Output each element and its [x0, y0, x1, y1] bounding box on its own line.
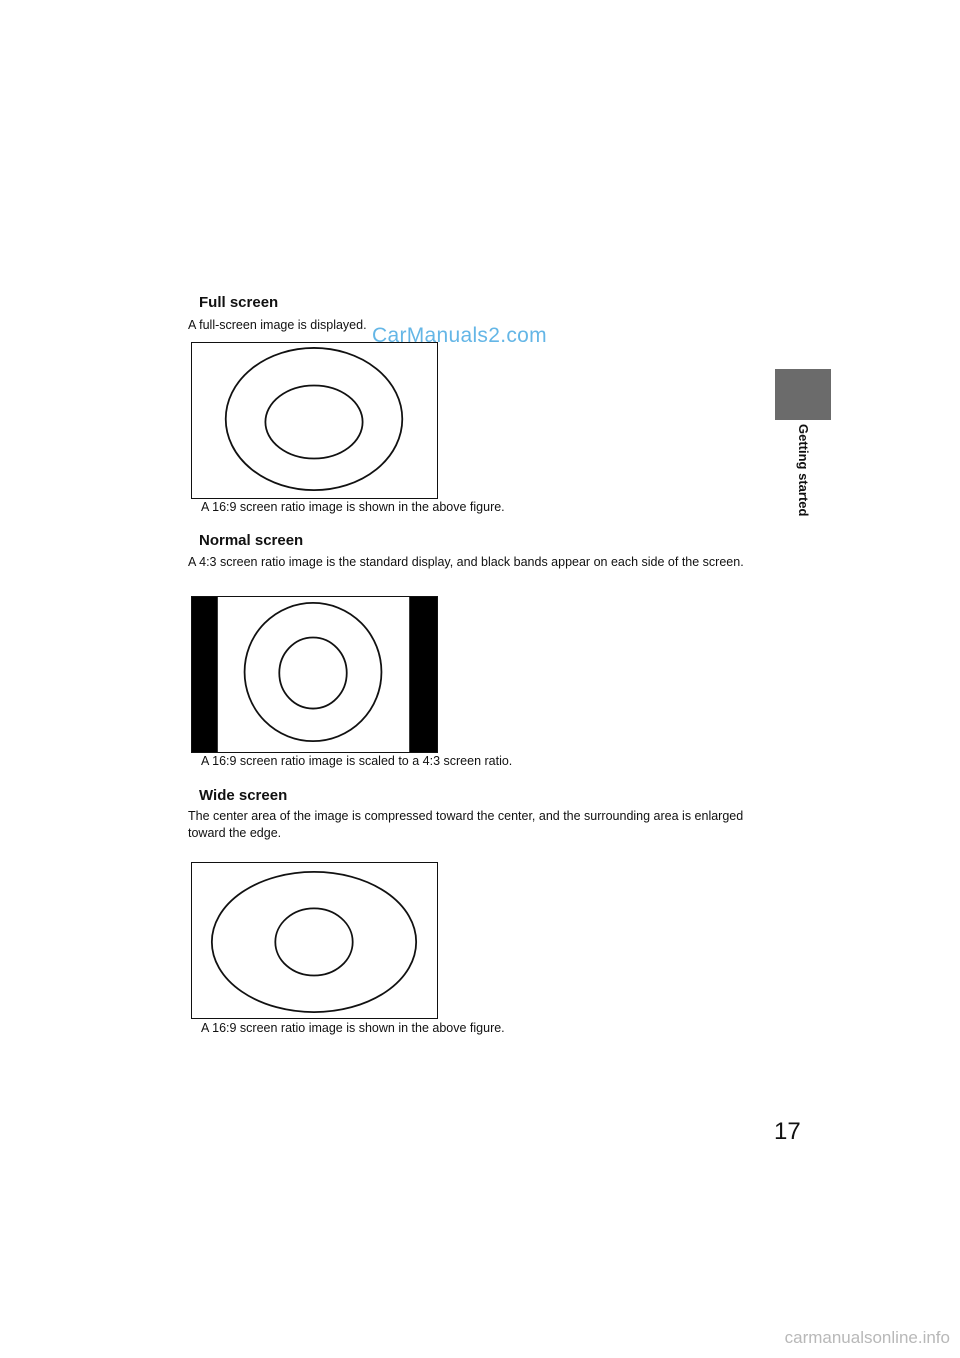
figure-caption-normal-screen: A 16:9 screen ratio image is scaled to a 4:3 screen ratio. [201, 754, 513, 768]
full-screen-illustration [192, 343, 437, 498]
right-black-band [409, 597, 437, 752]
outer-circle [245, 603, 382, 741]
watermark-text: CarManuals2.com [372, 324, 547, 347]
section-description-wide-screen: The center area of the image is compressed toward the center, and the surrounding area is enlarged toward the edge. [188, 809, 744, 840]
section-heading-normal-screen: Normal screen [199, 532, 304, 549]
section-heading-wide-screen: Wide screen [199, 787, 288, 804]
full-screen-figure [191, 342, 438, 499]
normal-screen-figure [191, 596, 438, 753]
section-description-full-screen: A full-screen image is displayed. [188, 318, 367, 332]
page-number: 17 [774, 1118, 801, 1145]
left-black-band [192, 597, 218, 752]
figure-caption-full-screen: A 16:9 screen ratio image is shown in the above figure. [201, 500, 505, 514]
footer-watermark: carmanualsonline.info [784, 1328, 950, 1347]
inner-circle [275, 908, 352, 975]
wide-screen-figure [191, 862, 438, 1019]
wide-screen-illustration [192, 863, 437, 1018]
outer-ellipse [226, 348, 403, 490]
outer-wide-ellipse [212, 872, 416, 1012]
inner-ellipse [265, 385, 362, 458]
section-description-normal-screen: A 4:3 screen ratio image is the standard display, and black bands appear on each side of the screen. [188, 555, 744, 569]
normal-screen-illustration [192, 597, 437, 752]
section-heading-full-screen: Full screen [199, 294, 279, 311]
figure-caption-wide-screen: A 16:9 screen ratio image is shown in the above figure. [201, 1021, 505, 1035]
chapter-tab [775, 369, 831, 420]
chapter-label: Getting started [796, 424, 811, 517]
inner-circle [279, 637, 346, 708]
